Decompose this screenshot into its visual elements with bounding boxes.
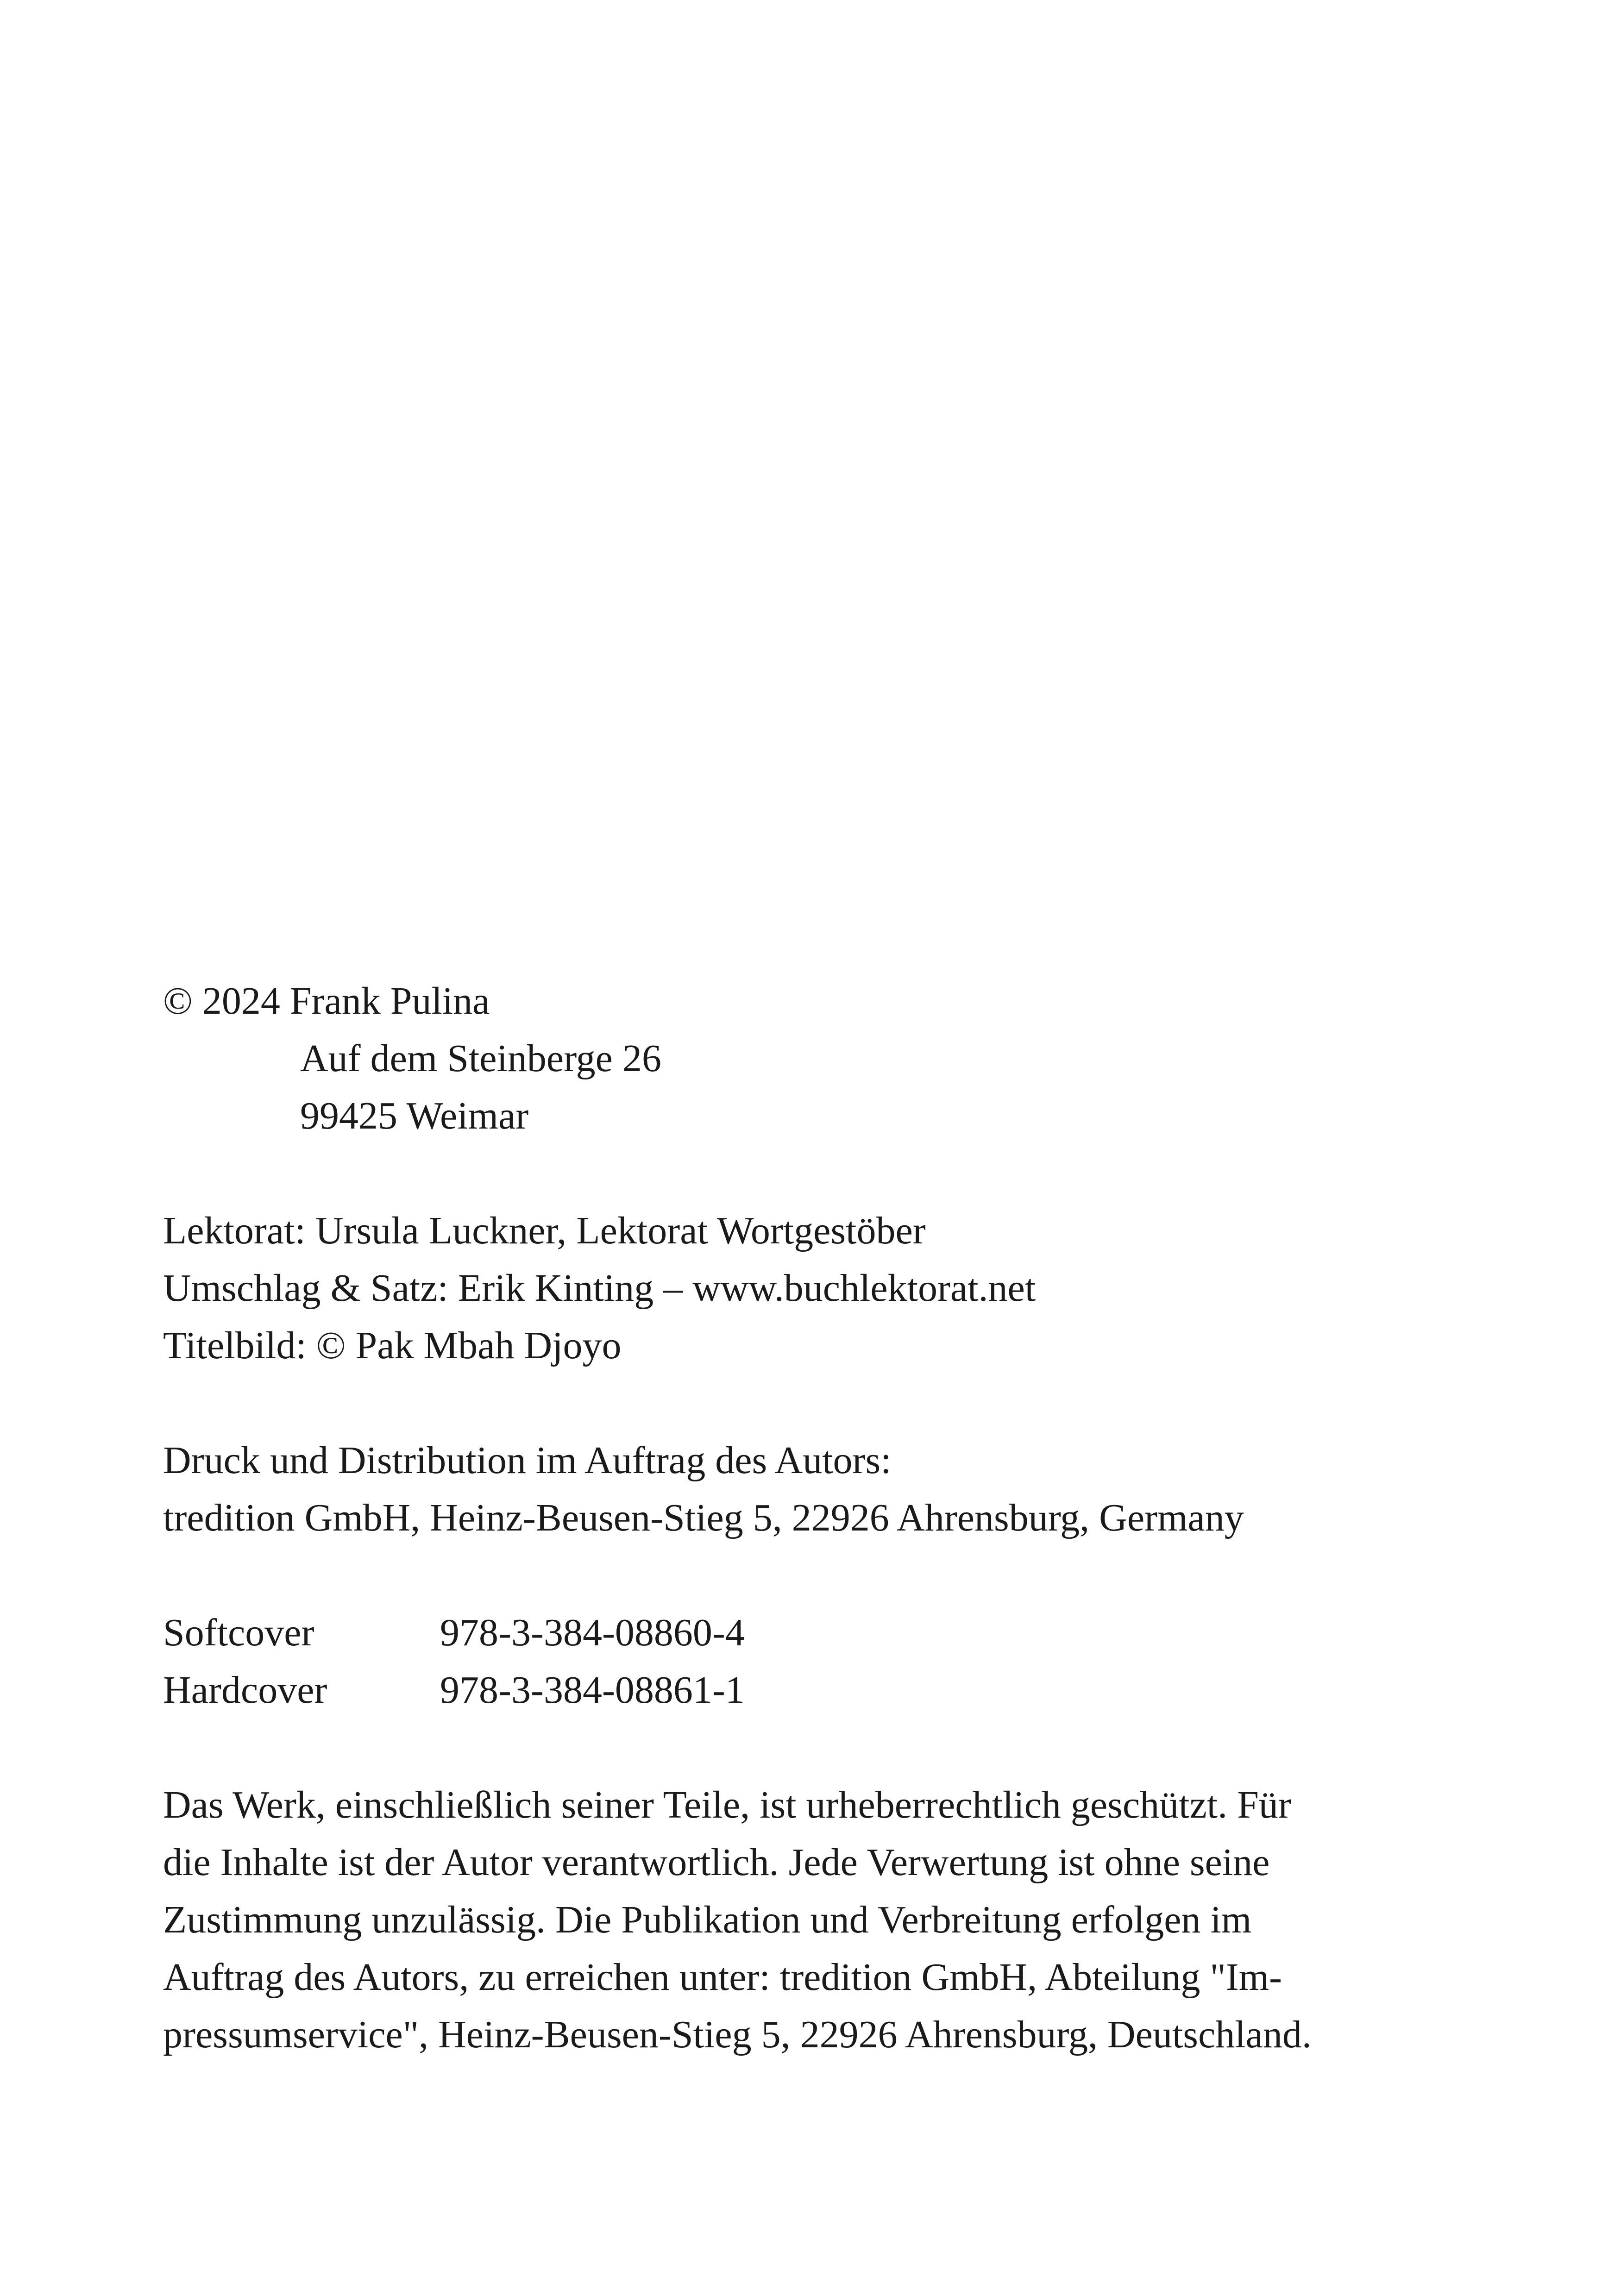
isbn-label: Hardcover [163, 1669, 327, 1712]
distribution-heading: Druck und Distribution im Auftrag des Autors: [163, 1439, 892, 1482]
notice-line: Das Werk, einschließlich seiner Teile, ist urheberrechtlich geschützt. Für [163, 1783, 1291, 1826]
credit-lektorat: Lektorat: Ursula Luckner, Lektorat Wortgestöber [163, 1209, 926, 1252]
spacer [163, 1547, 1460, 1604]
isbn-value: 978-3-384-08860-4 [440, 1611, 745, 1654]
distribution-address: tredition GmbH, Heinz-Beusen-Stieg 5, 22926 Ahrensburg, Germany [163, 1496, 1244, 1539]
isbn-row-softcover [163, 1604, 1460, 1662]
spacer [163, 1145, 1460, 1202]
isbn-value: 978-3-384-08861-1 [440, 1669, 745, 1712]
credit-umschlag: Umschlag & Satz: Erik Kinting – www.buchlektorat.net [163, 1267, 1036, 1310]
address-street: Auf dem Steinberge 26 [300, 1037, 661, 1080]
notice-line: die Inhalte ist der Autor verantwortlich. Jede Verwertung ist ohne seine [163, 1841, 1270, 1884]
notice-line: pressumservice", Heinz-Beusen-Stieg 5, 22926 Ahrensburg, Deutschland. [163, 2013, 1312, 2056]
copyright-line: © 2024 Frank Pulina [163, 979, 490, 1023]
spacer [163, 1719, 1460, 1776]
address-city: 99425 Weimar [300, 1094, 529, 1137]
imprint-block [163, 972, 1460, 2064]
credit-titelbild: Titelbild: © Pak Mbah Djoyo [163, 1324, 622, 1367]
spacer [163, 1374, 1460, 1432]
notice-line: Auftrag des Autors, zu erreichen unter: tredition GmbH, Abteilung "Im- [163, 1956, 1282, 1999]
isbn-label: Softcover [163, 1611, 314, 1654]
isbn-row-hardcover [163, 1662, 1460, 1719]
notice-line: Zustimmung unzulässig. Die Publikation und Verbreitung erfolgen im [163, 1898, 1252, 1941]
